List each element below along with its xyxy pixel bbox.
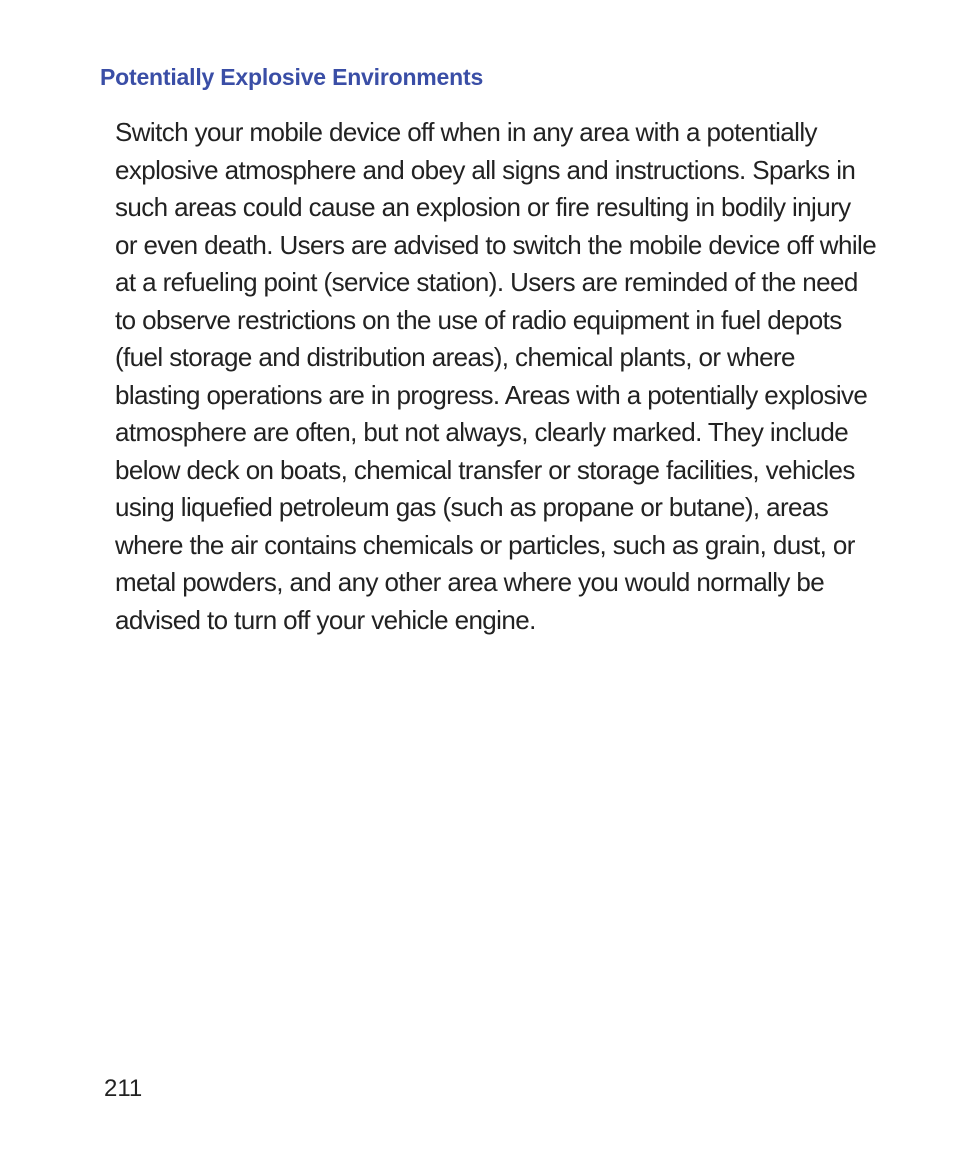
body-line: Switch your mobile device off when in any area with a potentially [115,117,817,147]
section-heading: Potentially Explosive Environments [100,64,484,90]
body-line: using liquefied petroleum gas (such as propane or butane), areas [115,492,829,522]
body-line: atmosphere are often, but not always, clearly marked. They include [115,417,849,447]
body-line: advised to turn off your vehicle engine. [115,604,536,635]
body-line: to observe restrictions on the use of radio equipment in fuel depots [115,304,842,335]
body-line: explosive atmosphere and obey all signs and instructions. Sparks in [115,154,856,185]
body-line: such areas could cause an explosion or fire resulting in bodily injury [115,192,851,222]
section-body [115,114,876,639]
body-line: metal powders, and any other area where you would normally be [115,567,825,597]
body-line: or even death. Users are advised to switch the mobile device off while [115,229,877,260]
body-line: blasting operations are in progress. Areas with a potentially explosive [115,379,868,410]
body-line: where the air contains chemicals or particles, such as grain, dust, or [115,529,855,560]
body-line: at a refueling point (service station). Users are reminded of the need [115,267,858,297]
body-line: (fuel storage and distribution areas), chemical plants, or where [115,342,795,372]
body-line: below deck on boats, chemical transfer or storage facilities, vehicles [115,454,855,485]
page-number: 211 [104,1075,143,1102]
